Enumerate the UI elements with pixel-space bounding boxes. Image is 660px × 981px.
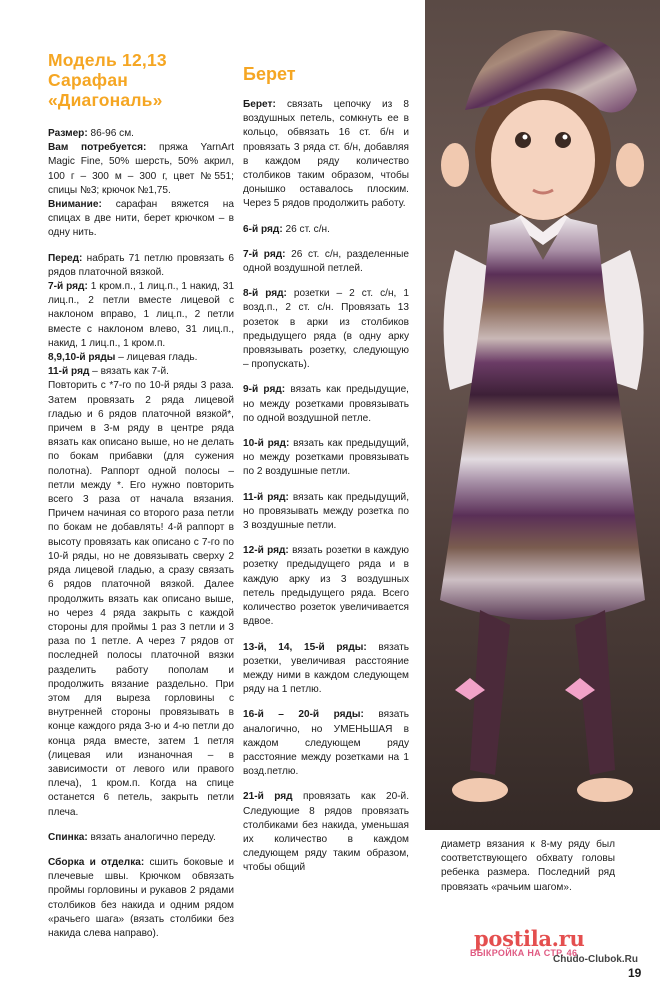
back-paragraph: Спинка: вязать аналогично переду. [48, 831, 216, 843]
r6-paragraph: 6-й ряд: 26 ст. с/н. [243, 223, 330, 235]
r10-paragraph: 10-й ряд: вязать как предыдущий, но между розетками провязывать по 2 воздушные петли. [243, 438, 409, 478]
right-foot [577, 778, 633, 802]
repeat-paragraph: Повторить с *7-го по 10-й ряды 3 раза. Затем провязать 2 ряда лицевой гладью и 6 рядов платочной вязкой*, причем в 3-м ряду в центре ряда вязать как описано выше, но не делать по бокам прибавки (для сужения полотна). Раппорт одной полосы – петли между *. Его нужно повторить всего 3 раза от начала вязания. Причем начиная со второго раза петли по бокам не добавлять! 4-й раппорт в высоту провязать как описано с 7-го по 10-й ряды, но не довязывать сверху 2 ряда лицевой гладью, а сразу связать 6 рядов платочной вязкой. Далее продолжить вязать как описано выше, но через 4 ряда закрыть с каждой стороны для проймы 1 раз 3 петли и 3 раза по 1 петле. А через 7 рядов от последней полосы платочной вязки разделить работу пополам и продолжить вязание раздельно. При этом для выреза горловины с внутренней стороны провязывать в конце каждого ряда 3-ю и 4-ю петли до конца ряда вместе, затем 1 петля (лицевая или изнаночная – в зависимости от левого или правого плеча), 1 кром.п. Когда на спице останется 6 петель, закрыть петли плеча. [48, 380, 234, 818]
child-illustration [425, 0, 660, 830]
model-title [48, 50, 234, 110]
right-hand [616, 143, 644, 187]
child-photo [425, 0, 660, 830]
model-title-line3: «Диагональ» [48, 90, 163, 110]
r16-paragraph: 16-й – 20-й ряды: вязать аналогично, но УМЕНЬШАЯ в каждом следующем ряду расстояние между розетками на 1 возд.петлю. [243, 709, 409, 778]
model-title-line2: Сарафан [48, 70, 129, 90]
r8-paragraph: 8-й ряд: розетки – 2 ст. с/н, 1 возд.п., 2 ст. с/н. Провязать 13 розеток в арки из столбиков предыдущего ряда (в одну арку провязывать розетку, следующую – пропускать). [243, 288, 409, 371]
row7-paragraph: 7-й ряд: 1 кром.п., 1 лиц.п., 1 накид, 31 лиц.п., 2 петли вместе лицевой с наклоном вправо, 1 лиц.п., 2 петли вместе с наклоном влево, 31 лиц.п., накид, 1 лиц.п., 1 кром.п. [48, 281, 234, 349]
r11-paragraph: 11-й ряд: вязать как предыдущий, но провязывать между розетка по 3 воздушные петли. [243, 491, 409, 532]
row11-paragraph: 11-й ряд – вязать как 7-й. [48, 366, 169, 378]
right-eye [555, 132, 571, 148]
pattern-page-note: ВЫКРОЙКА НА СТР. 46 [470, 948, 578, 958]
beret-paragraph: Берет: связать цепочку из 8 воздушных петель, сомкнуть ее в кольцо, обвязать 16 ст. б/н и провязать 3 ряда ст. б/н, добавляя в каждом ряду количество столбиков таким образом, чтобы донышко оставалось плоским. Через 5 рядов продолжить работу. [243, 99, 409, 210]
attention-paragraph: Внимание: сарафан вяжется на спицах в две нити, берет крючком – в одну нить. [48, 199, 234, 239]
face [491, 100, 595, 220]
postila-stamp: postila.ru [474, 926, 585, 951]
instructions-column-left [48, 50, 234, 952]
r9-paragraph: 9-й ряд: вязать как предыдущие, но между розетками провязывать по одной воздушной петле. [243, 384, 409, 424]
front-paragraph: Перед: набрать 71 петлю провязать 6 рядов платочной вязкой. [48, 252, 234, 278]
instructions-column-middle [243, 64, 409, 876]
beret-title: Берет [243, 64, 296, 84]
size-paragraph: Размер: 86-96 см. [48, 128, 134, 139]
r12-paragraph: 12-й ряд: вязать розетки в каждую розетку предыдущего ряда и в каждую арку из 3 воздушных петель предыдущего ряда. Всего количество розеток увеличивается вдвое. [243, 545, 409, 628]
instructions-column-right [441, 838, 615, 906]
left-eye [515, 132, 531, 148]
r7-paragraph: 7-й ряд: 26 ст. с/н, разделенные одной воздушной петлей. [243, 248, 409, 275]
row8-paragraph: 8,9,10-й ряды – лицевая гладь. [48, 352, 198, 364]
page-number: 19 [628, 966, 642, 980]
r21-paragraph: 21-й ряд провязать как 20-й. Следующие 8 рядов провязать столбиками без накида, уменьшая их количество в каждом следующем ряду таким образом, чтобы общий [243, 791, 409, 874]
assembly-paragraph: Сборка и отделка: сшить боковые и плечевые швы. Крючком обвязать проймы горловины и рукавов 2 рядами столбиков без накида и одним рядом «рачьего шага» (вязать столбики без накида слева направо). [48, 856, 234, 939]
model-title-line1: Модель 12,13 [48, 50, 167, 70]
site-watermark: Chudo-Clubok.Ru [553, 954, 638, 965]
r13-paragraph: 13-й, 14, 15-й ряды: вязать розетки, увеличивая расстояние между ними в каждом следующем ряду на 1 петлю. [243, 641, 409, 696]
left-hand [441, 143, 469, 187]
left-foot [452, 778, 508, 802]
materials-paragraph: Вам потребуется: пряжа YarnArt Magic Fine, 50% шерсть, 50% акрил, 100 г – 300 м – 300 г, цвет №551; спицы №3; крючок №1,75. [48, 142, 234, 196]
continuation-paragraph: диаметр вязания к 8-му ряду был соответствующего обхвату головы ребенка размера. Последний ряд провязать «рачьим шагом». [441, 839, 615, 893]
